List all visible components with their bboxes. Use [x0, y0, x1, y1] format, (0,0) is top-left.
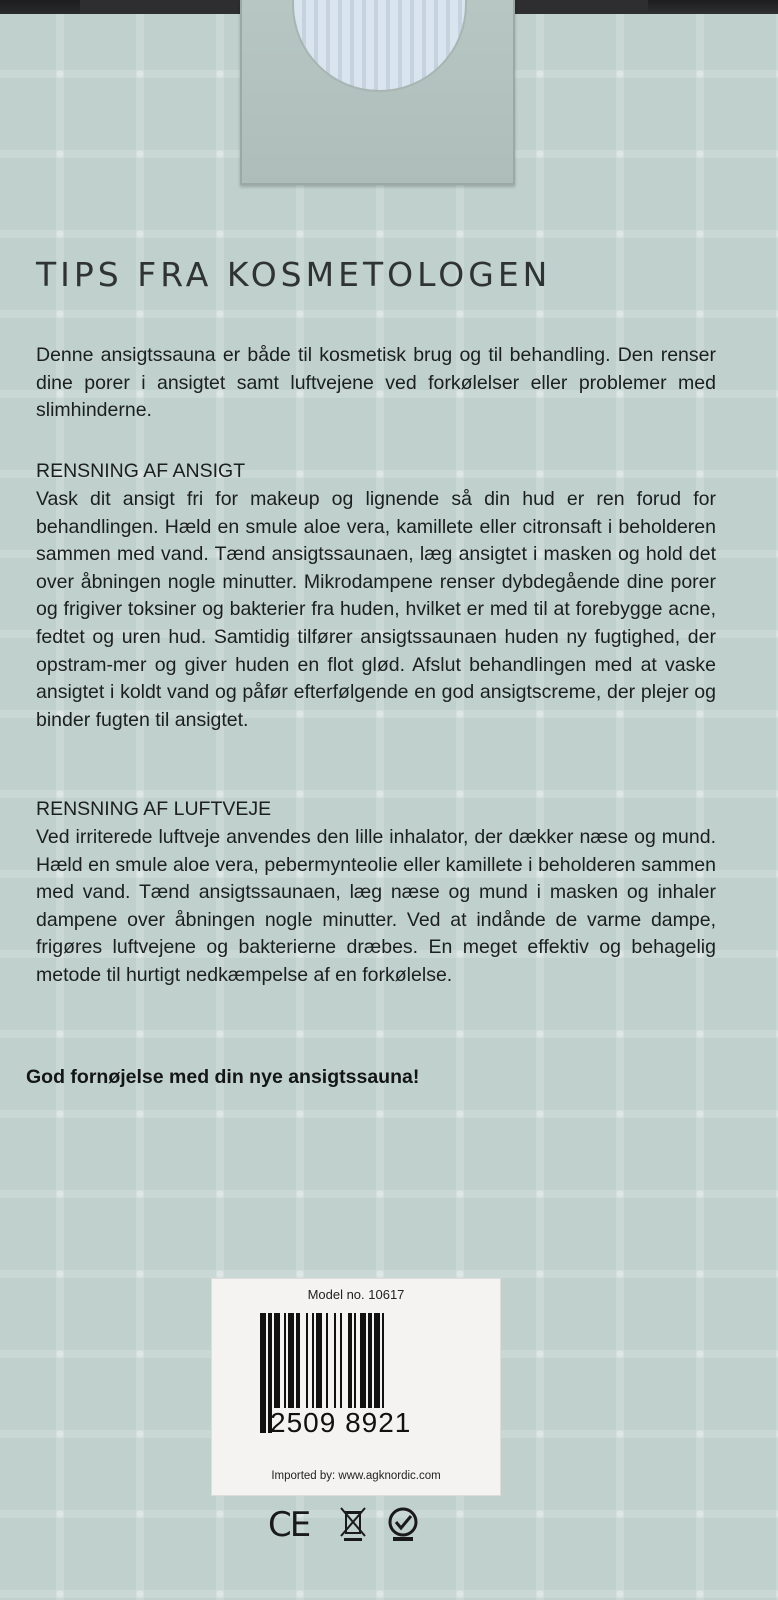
- barcode-bar: [316, 1313, 322, 1408]
- barcode-bar: [296, 1313, 300, 1408]
- product-label: [211, 1278, 501, 1496]
- barcode-bar: [368, 1313, 372, 1408]
- barcode-bar: [334, 1313, 336, 1408]
- barcode-bar: [312, 1313, 314, 1408]
- barcode-bar: [354, 1313, 356, 1408]
- section-heading-airways: RENSNING AF LUFTVEJE: [36, 798, 272, 820]
- crossed-bin-icon: [338, 1505, 368, 1543]
- recycle-check-icon: [386, 1505, 420, 1543]
- model-number: Model no. 10617: [307, 1287, 405, 1302]
- hang-tab: [240, 0, 515, 185]
- barcode-bar: [288, 1313, 294, 1408]
- barcode-bar: [274, 1313, 280, 1408]
- section-body-face: Vask dit ansigt fri for makeup og lignende så din hud er ren forud for behandlingen. Hæld en smule aloe vera, kamillete eller citronsaft i beholderen sammen med vand. Tænd ansigtssaunaen, læg ansigtet i masken og hold det over åbningen nogle minutter. Mikrodampene renser dybdegående dine porer og frigiver toksiner og bakterier fra huden, hvilket er med til at forebygge acne, fedtet og uren hud. Samtidig tilfører ansigtssaunaen huden ny fugtighed, der opstram-mer og giver huden en flot glød. Afslut behandlingen med at vaske ansigtet i koldt vand og påfør efterfølgende en god ansigtscreme, der plejer og binder fugten til ansigtet.: [36, 488, 716, 731]
- barcode-bar: [306, 1313, 308, 1408]
- barcode-bar: [284, 1313, 286, 1408]
- section-heading-face: RENSNING AF ANSIGT: [36, 460, 246, 482]
- barcode-bar: [360, 1313, 366, 1408]
- importer-line: Imported by: www.agknordic.com: [271, 1470, 441, 1482]
- page-title: TIPS FRA KOSMETOLOGEN: [36, 255, 552, 294]
- barcode-bar: [326, 1313, 328, 1408]
- closing-line: God fornøjelse med din nye ansigtssauna!: [26, 1066, 420, 1088]
- barcode-digits: 2509 8921: [270, 1407, 412, 1438]
- certification-symbols: [268, 1505, 448, 1545]
- barcode-bar: [348, 1313, 352, 1408]
- intro-paragraph: Denne ansigtssauna er både til kosmetisk brug og til behandling. Den renser dine porer i ansigtet samt luftvejene ved forkølelser eller problemer med slimhinderne.: [36, 344, 716, 422]
- ce-mark-icon: CE: [268, 1505, 310, 1545]
- barcode-bar: [374, 1313, 380, 1408]
- barcode-bar: [340, 1313, 342, 1408]
- hang-hole: [292, 0, 467, 92]
- barcode-bar: [260, 1313, 266, 1433]
- barcode-bar: [382, 1313, 384, 1408]
- section-body-airways: Ved irriterede luftveje anvendes den lille inhalator, der dækker næse og mund. Hæld en smule aloe vera, pebermynteolie eller kamillete i beholderen sammen med vand. Tænd ansigtssaunaen, læg næse og mund i masken og inhaler dampene over åbningen nogle minutter. Ved at indånde de varme dampe, frigøres luftvejene og bakterierne dræbes. En meget effektiv og behagelig metode til hurtigt nedkæmpelse af en forkølelse.: [36, 826, 716, 986]
